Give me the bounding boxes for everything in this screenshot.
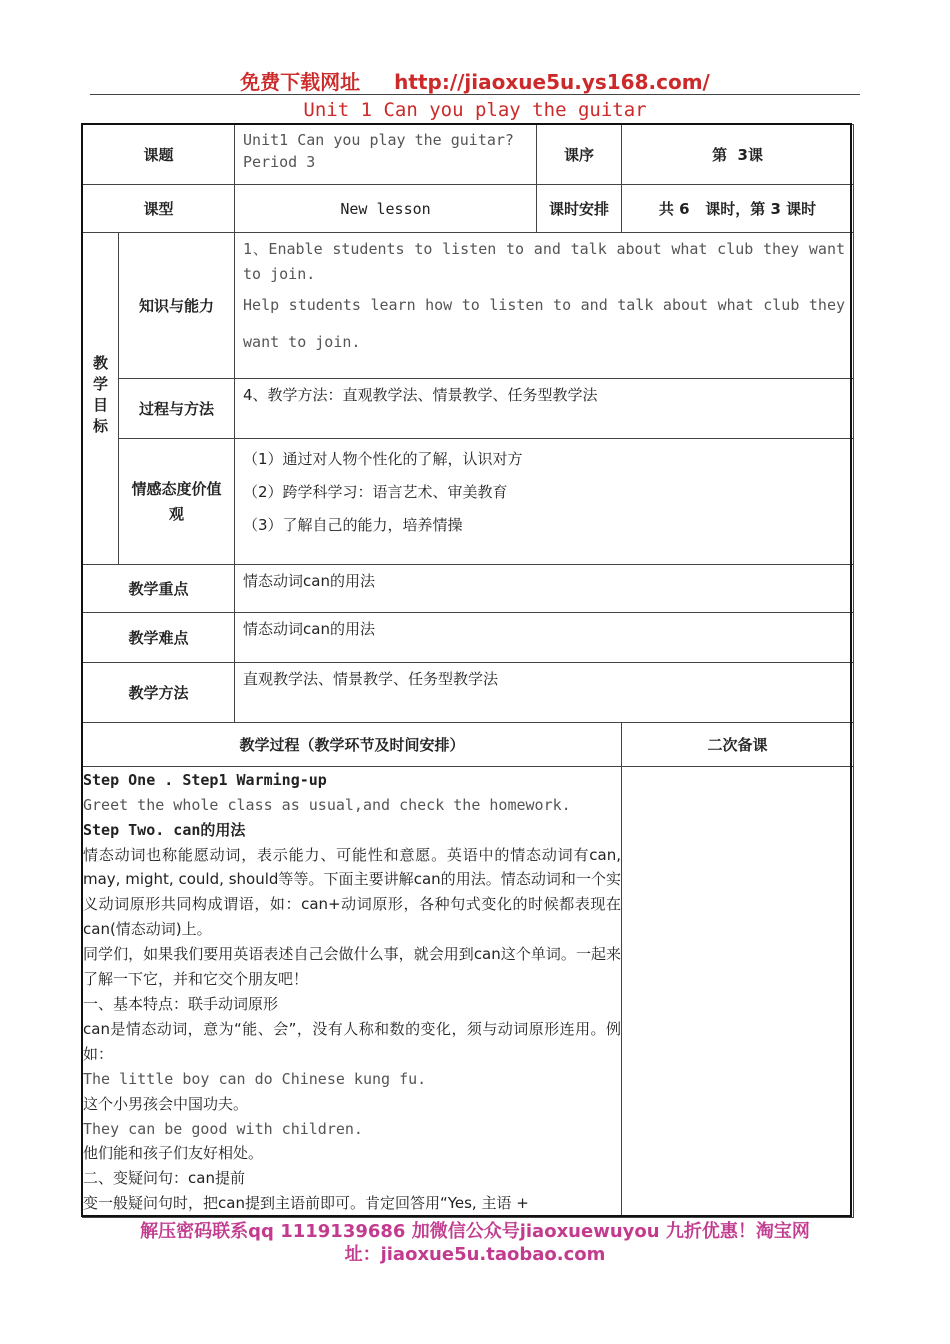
knowledge-line1: 1、Enable students to listen to and talk about what club they want to join. [243, 240, 846, 283]
feature-heading-2: 二、变疑问句：can提前 [83, 1169, 245, 1188]
process-header-right: 二次备课 [622, 723, 854, 767]
emotion-item: （1）通过对人物个性化的了解，认识对方 [243, 450, 523, 468]
row-process-method [83, 379, 854, 439]
knowledge-label: 知识与能力 [119, 233, 235, 379]
modal-verb-intro: 情态动词也称能愿动词，表示能力、可能性和意愿。英语中的情态动词有can, may, might, could, should等等。下面主要讲解can的用法。情态动词和一个实义动词原形共同构成谓语，如：can+动词原形，各种句式变化的时候都表现在can(情态动词)上。 [83, 845, 622, 939]
second-prep-cell [622, 767, 854, 1218]
feature-heading-1: 一、基本特点：联手动词原形 [83, 995, 279, 1013]
footer-line1: 解压密码联系qq 1119139686 加微信公众号jiaoxuewuyou 九折优惠！淘宝网 [140, 1221, 810, 1242]
footer-line2[interactable]: 址：jiaoxue5u.taobao.com [344, 1244, 606, 1265]
row-key-point [83, 565, 854, 613]
emotion-value [235, 439, 854, 565]
step-two-heading: Step Two. can的用法 [83, 820, 246, 839]
key-point-value: 情态动词can的用法 [235, 565, 854, 613]
emotion-item: （3）了解自己的能力，培养情操 [243, 516, 463, 534]
greet-line: Greet the whole class as usual,and check the homework. [83, 795, 571, 814]
emotion-item: （2）跨学科学习：语言艺术、审美教育 [243, 483, 508, 501]
objectives-group-text: 教学目标 [91, 354, 109, 439]
row-process-header [83, 723, 854, 767]
footer-promo [0, 1220, 950, 1266]
header-divider [90, 94, 860, 95]
doc-title: Unit 1 Can you play the guitar [303, 99, 647, 121]
topic-label: 课题 [83, 125, 235, 185]
order-label: 课序 [537, 125, 622, 185]
row-method [83, 663, 854, 723]
example-en-2: They can be good with children. [83, 1119, 363, 1138]
row-difficulty [83, 613, 854, 663]
row-type [83, 185, 854, 233]
example-zh-2: 他们能和孩子们友好相处。 [83, 1144, 264, 1163]
process-label: 过程与方法 [119, 379, 235, 439]
objectives-group-label [83, 233, 119, 565]
knowledge-line2: Help students learn how to listen to and talk about what club they want to join. [243, 296, 846, 351]
example-en-1: The little boy can do Chinese kung fu. [83, 1069, 427, 1088]
row-knowledge [83, 233, 854, 379]
schedule-value: 共 6 课时，第 3 课时 [622, 185, 854, 233]
row-topic [83, 125, 854, 185]
question-rule: 变一般疑问句时，把can提到主语前即可。肯定回答用“Yes, 主语 + [83, 1194, 529, 1213]
topic-value [235, 125, 537, 185]
emotion-label: 情感态度价值观 [119, 439, 235, 565]
example-zh-1: 这个小男孩会中国功夫。 [83, 1094, 249, 1113]
can-meaning: can是情态动词，意为“能、会”，没有人称和数的变化，须与动词原形连用。例如： [83, 1019, 622, 1063]
row-emotion [83, 439, 854, 565]
order-value: 第 3课 [622, 125, 854, 185]
difficulty-value: 情态动词can的用法 [235, 613, 854, 663]
can-intro: 同学们，如果我们要用英语表述自己会做什么事，就会用到can这个单词。一起来了解一下它，并和它交个朋友吧！ [83, 945, 622, 989]
topic-line2: Period 3 [243, 153, 316, 171]
step-one-heading: Step One . Step1 Warming-up [83, 770, 327, 789]
schedule-label: 课时安排 [537, 185, 622, 233]
method-value: 直观教学法、情景教学、任务型教学法 [235, 663, 854, 723]
download-header [0, 66, 950, 95]
lesson-plan-table [82, 124, 854, 1218]
type-value: New lesson [235, 185, 537, 233]
process-header-left: 教学过程（教学环节及时间安排） [83, 723, 622, 767]
difficulty-label: 教学难点 [83, 613, 235, 663]
process-body [83, 767, 622, 1218]
process-value: 4、教学方法：直观教学法、情景教学、任务型教学法 [235, 379, 854, 439]
topic-line1: Unit1 Can you play the guitar? [243, 131, 514, 149]
method-label: 教学方法 [83, 663, 235, 723]
key-point-label: 教学重点 [83, 565, 235, 613]
header-url-link[interactable]: http://jiaoxue5u.ys168.com/ [394, 70, 710, 94]
type-label: 课型 [83, 185, 235, 233]
row-process-body [83, 767, 854, 1218]
header-label: 免费下载网址 [240, 70, 361, 94]
knowledge-value [235, 233, 854, 379]
